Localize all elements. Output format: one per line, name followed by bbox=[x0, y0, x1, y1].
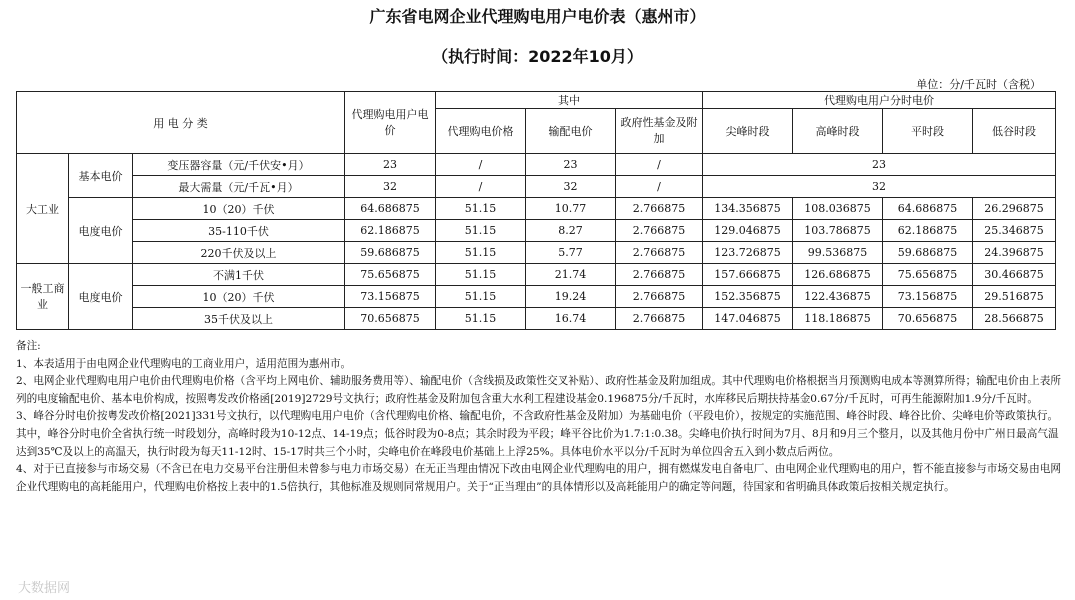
cell-value: 2.766875 bbox=[616, 286, 703, 308]
cell-value: 2.766875 bbox=[616, 242, 703, 264]
cell-value: 70.656875 bbox=[345, 308, 436, 330]
header-proxy-price: 代理购电价格 bbox=[436, 109, 526, 154]
header-of-which: 其中 bbox=[436, 92, 703, 109]
cell-value: 62.186875 bbox=[883, 220, 973, 242]
group-large-industry: 大工业 bbox=[17, 154, 69, 264]
cell-value: 2.766875 bbox=[616, 220, 703, 242]
cell-value: 108.036875 bbox=[793, 198, 883, 220]
row-label: 35-110千伏 bbox=[133, 220, 345, 242]
cell-value: 30.466875 bbox=[973, 264, 1056, 286]
header-valley: 低谷时段 bbox=[973, 109, 1056, 154]
table-row bbox=[17, 220, 1056, 242]
cell-value: 2.766875 bbox=[616, 198, 703, 220]
cell-value: 118.186875 bbox=[793, 308, 883, 330]
note-item: 3、峰谷分时电价按粤发改价格[2021]331号文执行，以代理购电用户电价（含代理购电价格、输配电价，不含政府性基金及附加）为基础电价（平段电价），按规定的实施范围、峰谷时段、峰谷比价、尖峰电价等政策执行。其中，峰谷分时电价全省执行统一时段划分，高峰时段为10-12点、14-19点；低谷时段为0-8点；其余时段为平段；峰平谷比价为1.7:1:0.38。尖峰电价执行时间为7月、8月和9月三个整月，以及其他月份中广州日最高气温达到35℃及以上的高温天，执行时段为每天11-12时、15-17时共三个小时，尖峰电价在峰段电价基础上上浮25%。具体电价水平以分/千瓦时为单位四舍五入到小数点后两位。 bbox=[16, 410, 1059, 458]
page-subtitle: （执行时间：2022年10月） bbox=[432, 47, 643, 66]
cell-value: 51.15 bbox=[436, 308, 526, 330]
header-peak: 高峰时段 bbox=[793, 109, 883, 154]
cell-price: 23 bbox=[345, 154, 436, 176]
tariff-table bbox=[16, 91, 1056, 330]
header-peak-sharp: 尖峰时段 bbox=[703, 109, 793, 154]
cell-value: 28.566875 bbox=[973, 308, 1056, 330]
cell-value: 2.766875 bbox=[616, 264, 703, 286]
cell-value: 51.15 bbox=[436, 220, 526, 242]
cell-value: 126.686875 bbox=[793, 264, 883, 286]
cell-value: 75.656875 bbox=[883, 264, 973, 286]
cell-value: 51.15 bbox=[436, 264, 526, 286]
cell-value: 70.656875 bbox=[883, 308, 973, 330]
row-label: 不满1千伏 bbox=[133, 264, 345, 286]
row-label: 10（20）千伏 bbox=[133, 286, 345, 308]
cell-value: 73.156875 bbox=[883, 286, 973, 308]
note-item: 1、本表适用于由电网企业代理购电的工商业用户，适用范围为惠州市。 bbox=[16, 357, 352, 370]
cell-price: 32 bbox=[345, 176, 436, 198]
header-gov-fund: 政府性基金及附加 bbox=[616, 109, 703, 154]
cell-value: 75.656875 bbox=[345, 264, 436, 286]
cell-fund: / bbox=[616, 176, 703, 198]
cell-value: 26.296875 bbox=[973, 198, 1056, 220]
note-item: 4、对于已直接参与市场交易（不含已在电力交易平台注册但未曾参与电力市场交易）在无正当理由情况下改由电网企业代理购电的用户，拥有燃煤发电自备电厂、由电网企业代理购电的用户，暂不能直接参与市场交易由电网企业代理购电的高耗能用户，代理购电价格按上表中的1.5倍执行，其他标准及规则同常规用户。关于“正当理由”的具体情形以及高耗能用户的确定等问题，待国家和省明确具体政策后按相关规定执行。 bbox=[16, 463, 1061, 493]
notes-section bbox=[16, 338, 1061, 496]
group-energy-price: 电度电价 bbox=[69, 198, 133, 264]
cell-value: 21.74 bbox=[526, 264, 616, 286]
cell-transmission: 23 bbox=[526, 154, 616, 176]
cell-value: 103.786875 bbox=[793, 220, 883, 242]
cell-value: 51.15 bbox=[436, 242, 526, 264]
cell-value: 10.77 bbox=[526, 198, 616, 220]
table-row bbox=[17, 198, 1056, 220]
cell-fund: / bbox=[616, 154, 703, 176]
cell-value: 16.74 bbox=[526, 308, 616, 330]
cell-value: 73.156875 bbox=[345, 286, 436, 308]
cell-value: 19.24 bbox=[526, 286, 616, 308]
cell-value: 59.686875 bbox=[883, 242, 973, 264]
header-category: 用 电 分 类 bbox=[17, 92, 345, 154]
cell-value: 51.15 bbox=[436, 198, 526, 220]
cell-value: 2.766875 bbox=[616, 308, 703, 330]
group-general: 一般工商业 bbox=[17, 264, 69, 330]
row-label: 10（20）千伏 bbox=[133, 198, 345, 220]
table-row bbox=[17, 242, 1056, 264]
table-row bbox=[17, 308, 1056, 330]
table-row bbox=[17, 176, 1056, 198]
cell-value: 157.666875 bbox=[703, 264, 793, 286]
header-tou-group: 代理购电用户分时电价 bbox=[703, 92, 1056, 109]
cell-value: 147.046875 bbox=[703, 308, 793, 330]
cell-value: 64.686875 bbox=[883, 198, 973, 220]
cell-value: 24.396875 bbox=[973, 242, 1056, 264]
cell-value: 129.046875 bbox=[703, 220, 793, 242]
cell-value: 59.686875 bbox=[345, 242, 436, 264]
note-item: 2、电网企业代理购电用户电价由代理购电价格（含平均上网电价、辅助服务费用等）、输配电价（含线损及政策性交叉补贴）、政府性基金及附加组成。其中代理购电价格根据当月预测购电成本等测算所得；输配电价由上表所列的电度输配电价、基本电价构成，按照粤发改价格函[2019]2729号文执行；政府性基金及附加包含重大水利工程建设基金0.196875分/千瓦时，水库移民后期扶持基金0.67分/千瓦时，可再生能源附加1.9分/千瓦时。 bbox=[16, 375, 1061, 405]
cell-value: 134.356875 bbox=[703, 198, 793, 220]
cell-value: 64.686875 bbox=[345, 198, 436, 220]
cell-value: 29.516875 bbox=[973, 286, 1056, 308]
cell-proxy: / bbox=[436, 154, 526, 176]
row-label: 变压器容量（元/千伏安•月） bbox=[133, 154, 345, 176]
cell-value: 25.346875 bbox=[973, 220, 1056, 242]
cell-transmission: 32 bbox=[526, 176, 616, 198]
cell-proxy: / bbox=[436, 176, 526, 198]
header-flat: 平时段 bbox=[883, 109, 973, 154]
row-label: 220千伏及以上 bbox=[133, 242, 345, 264]
cell-value: 99.536875 bbox=[793, 242, 883, 264]
cell-tou: 32 bbox=[703, 176, 1056, 198]
table-row bbox=[17, 286, 1056, 308]
cell-value: 62.186875 bbox=[345, 220, 436, 242]
cell-tou: 23 bbox=[703, 154, 1056, 176]
table-row bbox=[17, 264, 1056, 286]
unit-label: 单位：分/千瓦时（含税） bbox=[916, 78, 1041, 91]
cell-value: 8.27 bbox=[526, 220, 616, 242]
row-label: 最大需量（元/千瓦•月） bbox=[133, 176, 345, 198]
cell-value: 122.436875 bbox=[793, 286, 883, 308]
group-energy-price: 电度电价 bbox=[69, 264, 133, 330]
cell-value: 152.356875 bbox=[703, 286, 793, 308]
notes-heading: 备注: bbox=[16, 340, 41, 352]
header-transmission: 输配电价 bbox=[526, 109, 616, 154]
watermark: 大数据网 bbox=[18, 581, 71, 596]
cell-value: 123.726875 bbox=[703, 242, 793, 264]
page-title: 广东省电网企业代理购电用户电价表（惠州市） bbox=[369, 7, 706, 26]
group-basic-price: 基本电价 bbox=[69, 154, 133, 198]
cell-value: 5.77 bbox=[526, 242, 616, 264]
cell-value: 51.15 bbox=[436, 286, 526, 308]
table-row bbox=[17, 154, 1056, 176]
header-agent-price: 代理购电用户电价 bbox=[345, 92, 436, 154]
row-label: 35千伏及以上 bbox=[133, 308, 345, 330]
